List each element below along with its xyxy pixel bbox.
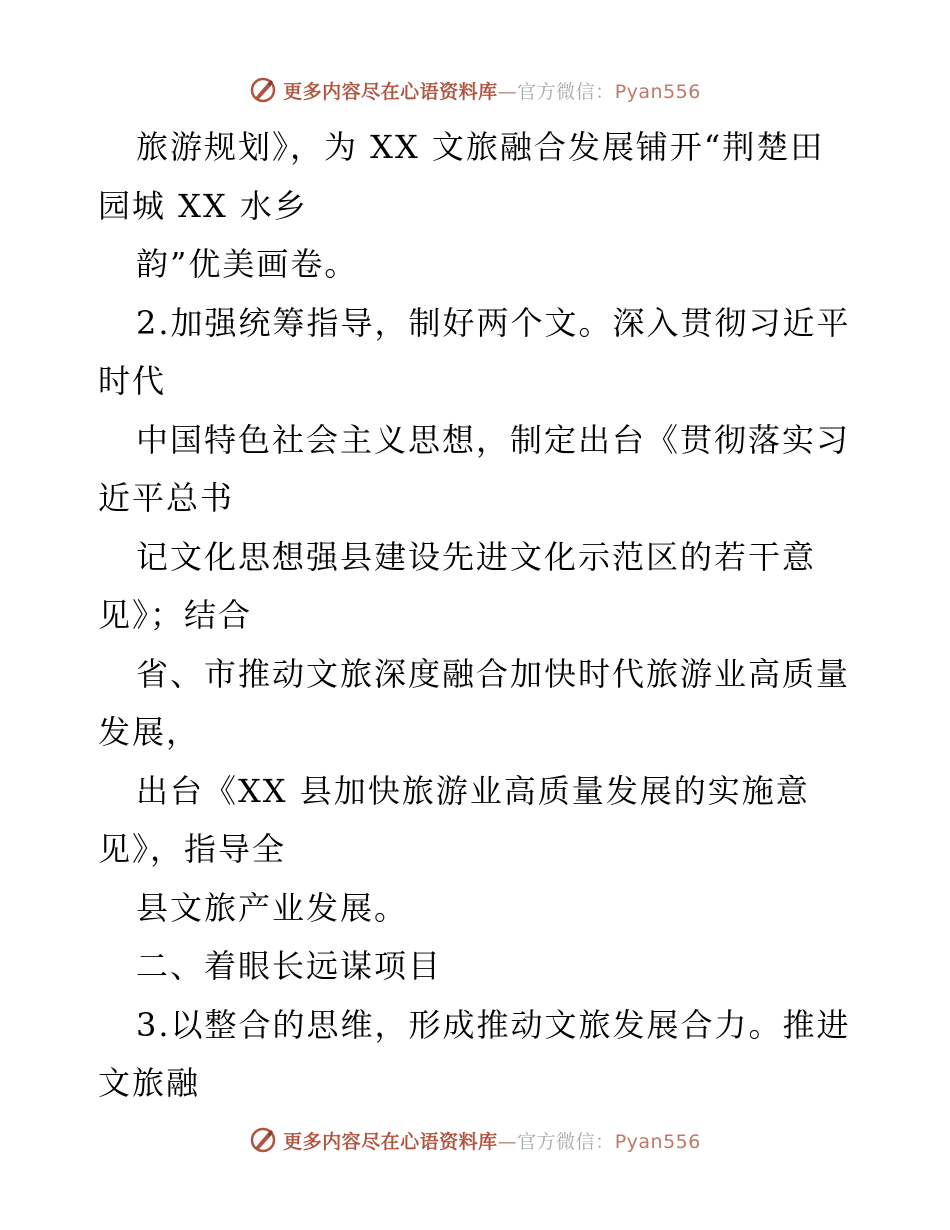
watermark-text: [283, 1127, 701, 1154]
text-line: 韵”优美画卷。: [136, 245, 359, 283]
text-line: 记文化思想强县建设先进文化示范区的若干意: [136, 537, 817, 576]
watermark-account: Pyan556: [614, 1130, 701, 1153]
text-line: 旅游规划》，为 XX 文旅融合发展铺开“荆楚田: [136, 128, 825, 166]
text-line: 二、着眼长远谋项目: [136, 947, 443, 985]
text-line: 近平总书: [98, 479, 235, 517]
pen-logo-icon: [249, 76, 277, 104]
text-line: 3.以整合的思维，形成推动文旅发展合力。推进: [136, 1005, 851, 1044]
footer-watermark: [0, 1120, 950, 1160]
text-line: 见》；结合: [98, 596, 253, 634]
text-line: 见》，指导全: [98, 830, 287, 868]
text-line: 县文旅产业发展。: [136, 888, 409, 927]
watermark-brand: 更多内容尽在心语资料库: [283, 1130, 498, 1153]
watermark-text: [283, 77, 701, 104]
pen-logo-icon: [249, 1126, 277, 1154]
header-watermark: [0, 70, 950, 110]
text-line: 2.加强统筹指导，制好两个文。深入贯彻习近平: [136, 303, 851, 342]
watermark-account: Pyan556: [614, 80, 701, 103]
text-line: 出台《XX 县加快旅游业高质量发展的实施意: [136, 771, 810, 810]
document-body: [98, 118, 858, 1113]
text-line: 文旅融: [98, 1064, 201, 1102]
watermark-label: 官方微信：: [517, 80, 615, 103]
text-line: 省、市推动文旅深度融合加快时代旅游业高质量: [136, 654, 851, 693]
text-line: 中国特色社会主义思想，制定出台《贯彻落实习: [136, 420, 851, 459]
watermark-brand: 更多内容尽在心语资料库: [283, 80, 498, 103]
text-line: 园城 XX 水乡: [98, 186, 308, 225]
text-line: 发展，: [98, 713, 201, 751]
watermark-label: 官方微信：: [517, 1130, 615, 1153]
text-line: 时代: [98, 362, 167, 400]
watermark-separator: —: [497, 80, 518, 103]
watermark-separator: —: [497, 1130, 518, 1153]
